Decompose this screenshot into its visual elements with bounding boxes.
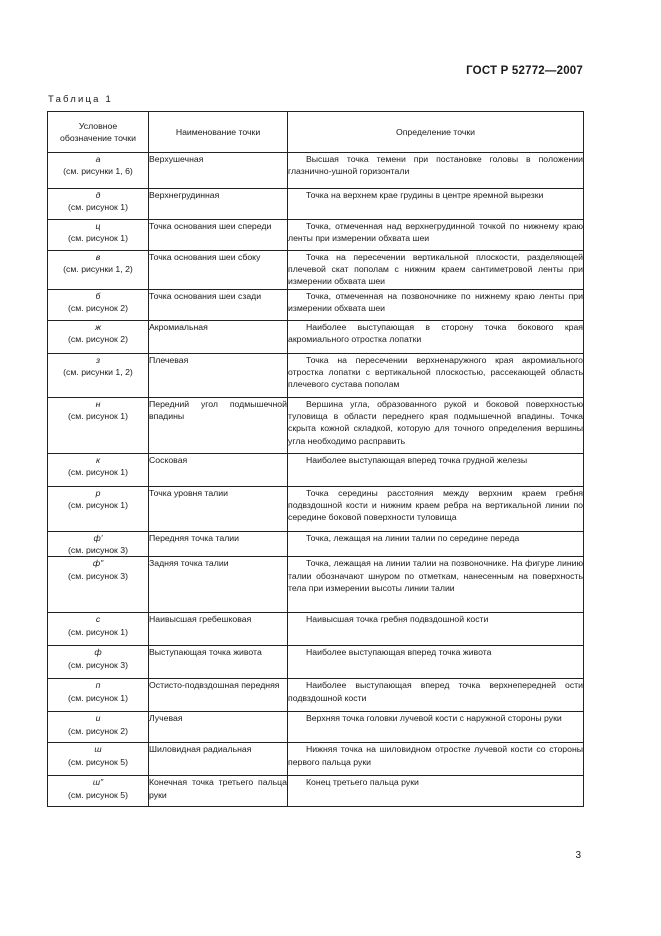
point-name: Наивысшая гребешковая <box>149 613 288 646</box>
figure-reference: (см. рисунок 3) <box>68 545 128 556</box>
point-symbol: с <box>95 614 101 625</box>
point-definition: Вершина угла, образованного рукой и боковой поверхностью туловища в области переднего края подмышечной впадины. Точка скрыта кожной складкой, которую для точного определения вершины угла необходимо расправить <box>288 398 584 454</box>
point-code-cell <box>48 487 149 532</box>
point-code-cell <box>48 454 149 487</box>
point-symbol: ф' <box>93 533 103 543</box>
point-name: Конечная точка третьего пальца руки <box>149 776 288 807</box>
figure-reference: (см. рисунок 1) <box>68 411 128 422</box>
point-definition: Наиболее выступающая в сторону точка бокового края акромиального отростка лопатки <box>288 321 584 354</box>
figure-reference: (см. рисунок 5) <box>68 789 128 800</box>
point-code-cell <box>48 776 149 807</box>
table-row <box>48 712 584 743</box>
table-row <box>48 532 584 557</box>
point-code-cell <box>48 679 149 712</box>
figure-reference: (см. рисунок 2) <box>68 725 128 736</box>
table-row <box>48 398 584 454</box>
table-row <box>48 613 584 646</box>
point-code-cell <box>48 557 149 613</box>
point-definition: Наиболее выступающая вперед точка живота <box>288 646 584 679</box>
figure-reference: (см. рисунок 5) <box>68 756 128 767</box>
point-name: Сосковая <box>149 454 288 487</box>
point-code-cell <box>48 290 149 321</box>
figure-reference: (см. рисунок 3) <box>68 659 128 670</box>
table-row <box>48 557 584 613</box>
point-name: Лучевая <box>149 712 288 743</box>
figure-reference: (см. рисунок 1) <box>68 202 128 213</box>
point-definition: Точка на пересечении вертикальной плоскости, разделяющей плечевой скат пополам с нижним краем сантиметровой ленты при измерении обхвата шеи <box>288 251 584 290</box>
points-table <box>47 111 584 807</box>
point-code-cell <box>48 220 149 251</box>
table-row <box>48 290 584 321</box>
point-code-cell <box>48 251 149 290</box>
column-header-definition: Определение точки <box>288 112 584 153</box>
point-definition: Высшая точка темени при постановке головы в положении глазнично-ушной горизонтали <box>288 153 584 189</box>
table-row <box>48 679 584 712</box>
point-definition: Точка, лежащая на линии талии на позвоночнике. На фигуре линию талии обозначают шнуром по отметкам, нанесенным на поверхность тела при измерении высоты линии талии <box>288 557 584 613</box>
table-row <box>48 153 584 189</box>
column-header-symbol: Условное обозначение точки <box>48 112 149 153</box>
point-name: Точка основания шеи сбоку <box>149 251 288 290</box>
point-definition: Нижняя точка на шиловидном отростке лучевой кости со стороны первого пальца руки <box>288 743 584 776</box>
point-name: Передний угол подмышечной впадины <box>149 398 288 454</box>
table-header-row <box>48 112 584 153</box>
point-definition: Точка середины расстояния между верхним краем гребня подвздошной кости и нижним краем ребра на вертикальной линии по середине боковой поверхности туловища <box>288 487 584 532</box>
point-symbol: ш" <box>92 777 104 788</box>
point-symbol: п <box>95 680 101 691</box>
document-id: ГОСТ Р 52772—2007 <box>466 65 583 77</box>
point-code-cell <box>48 189 149 220</box>
page-number: 3 <box>575 850 581 861</box>
point-symbol: з <box>95 355 101 365</box>
point-definition: Верхняя точка головки лучевой кости с наружной стороны руки <box>288 712 584 743</box>
point-name: Верхушечная <box>149 153 288 189</box>
table-row <box>48 454 584 487</box>
point-symbol: и <box>95 713 101 724</box>
point-code-cell <box>48 354 149 398</box>
point-symbol: ф" <box>92 558 104 569</box>
point-name: Верхнегрудинная <box>149 189 288 220</box>
point-definition: Наиболее выступающая вперед точка грудной железы <box>288 454 584 487</box>
point-symbol: д <box>95 190 101 200</box>
figure-reference: (см. рисунки 1, 6) <box>63 166 133 177</box>
point-definition: Конец третьего пальца руки <box>288 776 584 807</box>
point-symbol: а <box>95 154 101 164</box>
point-code-cell <box>48 398 149 454</box>
table-row <box>48 743 584 776</box>
table-caption: Таблица 1 <box>48 94 113 105</box>
point-symbol: б <box>95 291 101 301</box>
point-name: Точка уровня талии <box>149 487 288 532</box>
figure-reference: (см. рисунок 1) <box>68 467 128 478</box>
point-code-cell <box>48 321 149 354</box>
figure-reference: (см. рисунок 2) <box>68 303 128 314</box>
point-symbol: ж <box>95 322 101 332</box>
point-symbol: ф <box>94 647 102 658</box>
table-row <box>48 321 584 354</box>
table-row <box>48 646 584 679</box>
table-row <box>48 251 584 290</box>
table-row <box>48 487 584 532</box>
table-row <box>48 189 584 220</box>
point-name: Точка основания шеи спереди <box>149 220 288 251</box>
point-definition: Наивысшая точка гребня подвздошной кости <box>288 613 584 646</box>
point-code-cell <box>48 646 149 679</box>
point-definition: Точка, лежащая на линии талии по середине переда <box>288 532 584 557</box>
point-definition: Точка, отмеченная на позвоночнике по нижнему краю ленты при измерении обхвата шеи <box>288 290 584 321</box>
point-code-cell <box>48 613 149 646</box>
column-header-name: Наименование точки <box>149 112 288 153</box>
table-body <box>48 153 584 807</box>
figure-reference: (см. рисунок 1) <box>68 500 128 511</box>
figure-reference: (см. рисунки 1, 2) <box>63 264 133 275</box>
point-name: Выступающая точка живота <box>149 646 288 679</box>
point-code-cell <box>48 743 149 776</box>
point-code-cell <box>48 712 149 743</box>
point-name: Точка основания шеи сзади <box>149 290 288 321</box>
figure-reference: (см. рисунок 1) <box>68 626 128 637</box>
figure-reference: (см. рисунок 1) <box>68 233 128 244</box>
table-row <box>48 354 584 398</box>
point-name: Шиловидная радиальная <box>149 743 288 776</box>
point-definition: Точка на верхнем крае грудины в центре яремной вырезки <box>288 189 584 220</box>
point-name: Плечевая <box>149 354 288 398</box>
point-name: Остисто-подвздошная передняя <box>149 679 288 712</box>
point-code-cell <box>48 532 149 557</box>
point-name: Акромиальная <box>149 321 288 354</box>
point-symbol: к <box>95 455 101 465</box>
point-name: Передняя точка талии <box>149 532 288 557</box>
point-definition: Точка на пересечении верхненаружного края акромиального отростка лопатки с вертикальной плоскостью, рассекающей область плечевого сустава пополам <box>288 354 584 398</box>
point-code-cell <box>48 153 149 189</box>
point-definition: Наиболее выступающая вперед точка верхнепередней ости подвздошной кости <box>288 679 584 712</box>
point-symbol: ш <box>94 744 102 755</box>
figure-reference: (см. рисунок 1) <box>68 692 128 703</box>
point-name: Задняя точка талии <box>149 557 288 613</box>
table-row <box>48 776 584 807</box>
point-definition: Точка, отмеченная над верхнегрудинной точкой по нижнему краю ленты при измерении обхвата шеи <box>288 220 584 251</box>
figure-reference: (см. рисунок 3) <box>68 570 128 581</box>
point-symbol: р <box>95 488 101 498</box>
figure-reference: (см. рисунок 2) <box>68 334 128 345</box>
table-row <box>48 220 584 251</box>
point-symbol: ц <box>95 221 101 231</box>
point-symbol: в <box>95 252 101 262</box>
point-symbol: н <box>95 399 101 409</box>
figure-reference: (см. рисунки 1, 2) <box>63 367 133 378</box>
